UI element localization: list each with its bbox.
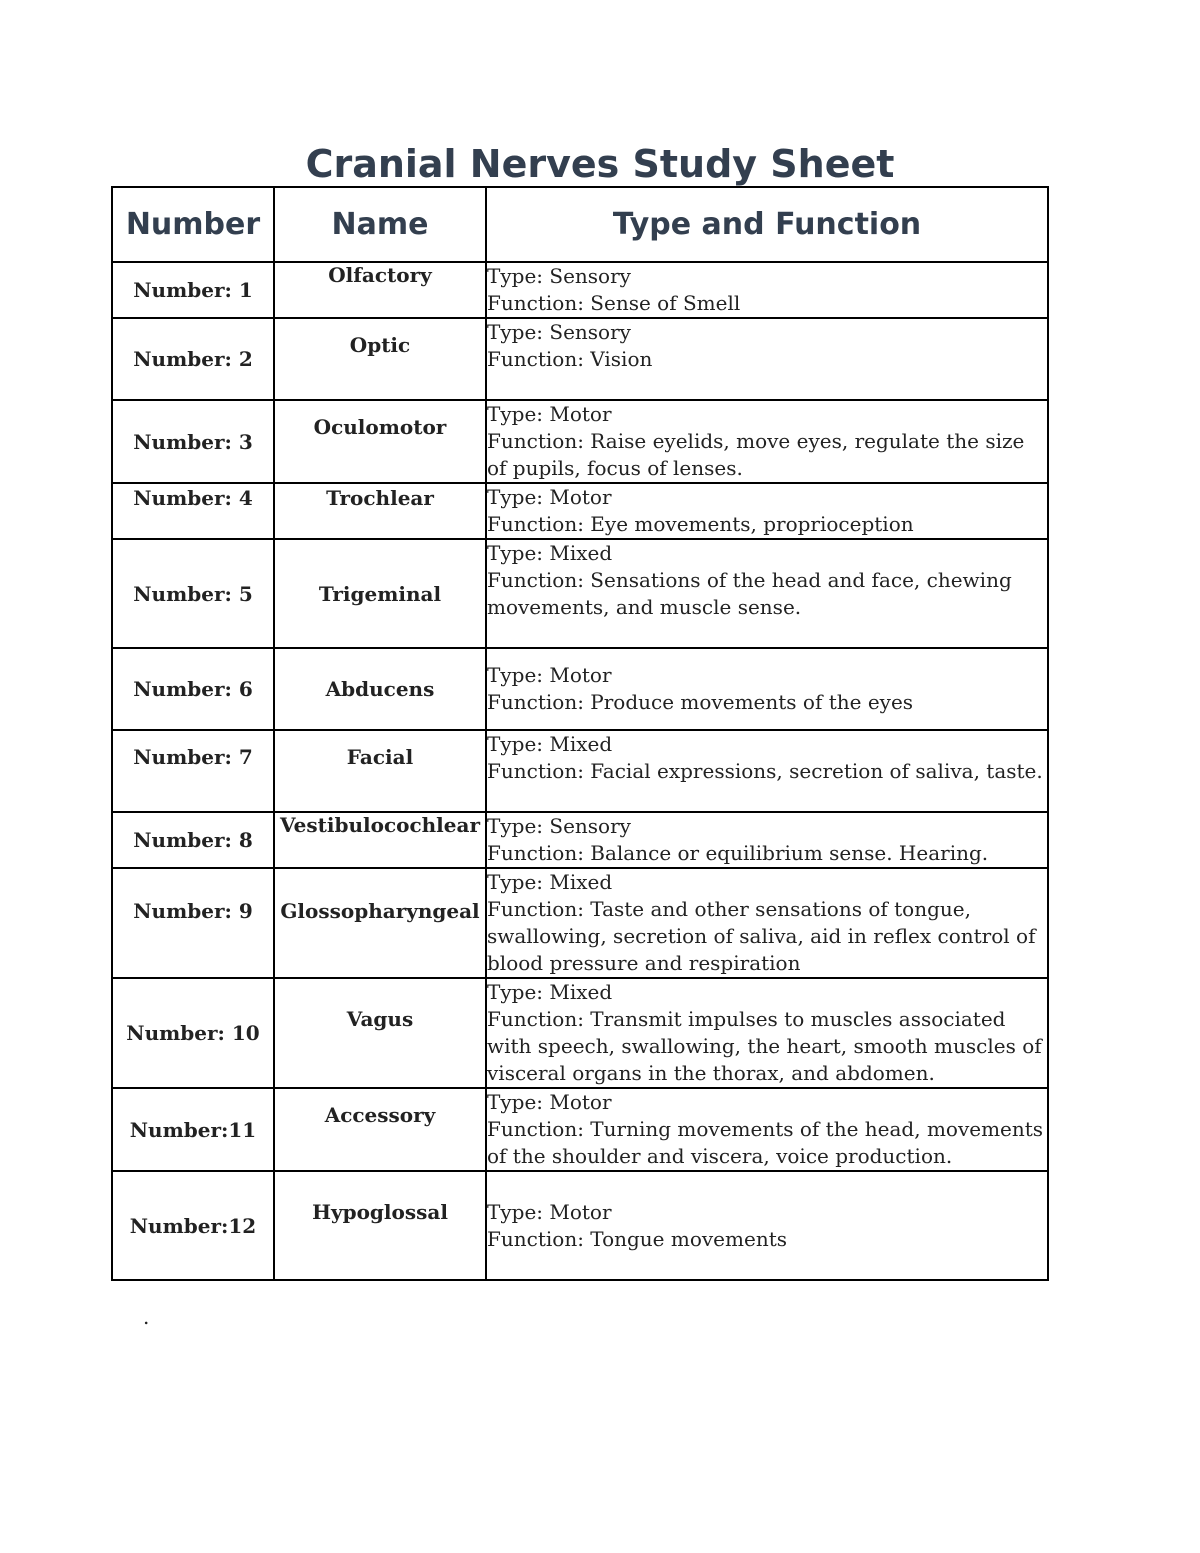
nerve-number: Number: 10 [112, 978, 274, 1088]
nerve-type: Type: Motor [487, 402, 612, 426]
nerve-function: Function: Facial expressions, secretion of saliva, taste. [487, 759, 1043, 783]
nerve-number: Number: 2 [112, 318, 274, 400]
nerve-function: Function: Tongue movements [487, 1226, 787, 1251]
nerve-name: Trigeminal [274, 539, 486, 648]
nerve-type: Type: Mixed [487, 980, 613, 1004]
nerve-type-function [486, 868, 1048, 978]
nerve-type-function [486, 483, 1048, 539]
nerve-type-function [486, 978, 1048, 1088]
nerve-name: Abducens [274, 648, 486, 730]
nerve-type: Type: Sensory [487, 814, 631, 838]
nerve-number: Number: 1 [112, 262, 274, 318]
table-header-row [112, 187, 1048, 262]
nerve-type-function [486, 1171, 1048, 1280]
nerve-type-function [486, 400, 1048, 483]
nerve-name: Hypoglossal [274, 1171, 486, 1280]
nerve-type-function [486, 648, 1048, 730]
table-row [112, 400, 1048, 483]
header-number: Number [112, 187, 274, 262]
nerve-type: Type: Sensory [487, 320, 631, 344]
nerve-type: Type: Sensory [487, 264, 631, 288]
table-row [112, 868, 1048, 978]
nerve-number: Number: 4 [112, 483, 274, 539]
nerve-number: Number: 6 [112, 648, 274, 730]
nerve-type: Type: Mixed [487, 732, 613, 756]
table-row [112, 483, 1048, 539]
nerve-function: Function: Taste and other sensations of tongue, swallowing, secretion of saliva, aid in reflex control of blood pressure and respiration [487, 897, 1036, 975]
nerve-type-function [486, 1088, 1048, 1171]
nerve-name: Vagus [274, 978, 486, 1088]
nerve-function: Function: Balance or equilibrium sense. Hearing. [487, 841, 989, 865]
nerve-function: Function: Eye movements, proprioception [487, 512, 914, 536]
nerve-type: Type: Motor [487, 485, 612, 509]
cranial-nerves-table [111, 186, 1049, 1281]
table-row [112, 648, 1048, 730]
nerve-type: Type: Motor [487, 1199, 612, 1224]
nerve-name: Facial [274, 730, 486, 812]
header-type-function: Type and Function [486, 187, 1048, 262]
nerve-function: Function: Transmit impulses to muscles associated with speech, swallowing, the heart, smooth muscles of visceral organs in the thorax, and abdomen. [487, 1007, 1042, 1085]
nerve-name: Olfactory [274, 262, 486, 318]
nerve-type: Type: Motor [487, 663, 612, 687]
nerve-type: Type: Mixed [487, 870, 613, 894]
nerve-number: Number:12 [112, 1171, 274, 1280]
table-row [112, 539, 1048, 648]
nerve-function: Function: Sensations of the head and face, chewing movements, and muscle sense. [487, 568, 1012, 619]
nerve-name: Oculomotor [274, 400, 486, 483]
nerve-type-function [486, 812, 1048, 868]
nerve-function: Function: Sense of Smell [487, 291, 741, 315]
nerve-name: Optic [274, 318, 486, 400]
page-title: Cranial Nerves Study Sheet [305, 142, 895, 186]
nerve-type-function [486, 730, 1048, 812]
nerve-name: Vestibulocochlear [274, 812, 486, 868]
table-row [112, 730, 1048, 812]
nerve-type-function [486, 318, 1048, 400]
nerve-name: Glossopharyngeal [274, 868, 486, 978]
nerve-number: Number: 9 [112, 868, 274, 978]
nerve-number: Number: 3 [112, 400, 274, 483]
nerve-number: Number: 7 [112, 730, 274, 812]
table-row [112, 978, 1048, 1088]
nerve-type: Type: Mixed [487, 541, 613, 565]
nerve-function: Function: Raise eyelids, move eyes, regulate the size of pupils, focus of lenses. [487, 429, 1025, 480]
nerve-function: Function: Vision [487, 347, 653, 371]
trailing-mark: . [143, 1305, 150, 1329]
nerve-name: Trochlear [274, 483, 486, 539]
nerve-number: Number: 5 [112, 539, 274, 648]
table-row [112, 318, 1048, 400]
nerve-type-function [486, 262, 1048, 318]
nerve-number: Number:11 [112, 1088, 274, 1171]
header-name: Name [274, 187, 486, 262]
table-row [112, 1088, 1048, 1171]
nerve-name: Accessory [274, 1088, 486, 1171]
nerve-type-function [486, 539, 1048, 648]
table-row [112, 1171, 1048, 1280]
nerve-type: Type: Motor [487, 1090, 612, 1114]
table-row [112, 812, 1048, 868]
table-row [112, 262, 1048, 318]
nerve-number: Number: 8 [112, 812, 274, 868]
nerve-function: Function: Produce movements of the eyes [487, 690, 914, 714]
nerve-function: Function: Turning movements of the head, movements of the shoulder and viscera, voice production. [487, 1117, 1044, 1168]
